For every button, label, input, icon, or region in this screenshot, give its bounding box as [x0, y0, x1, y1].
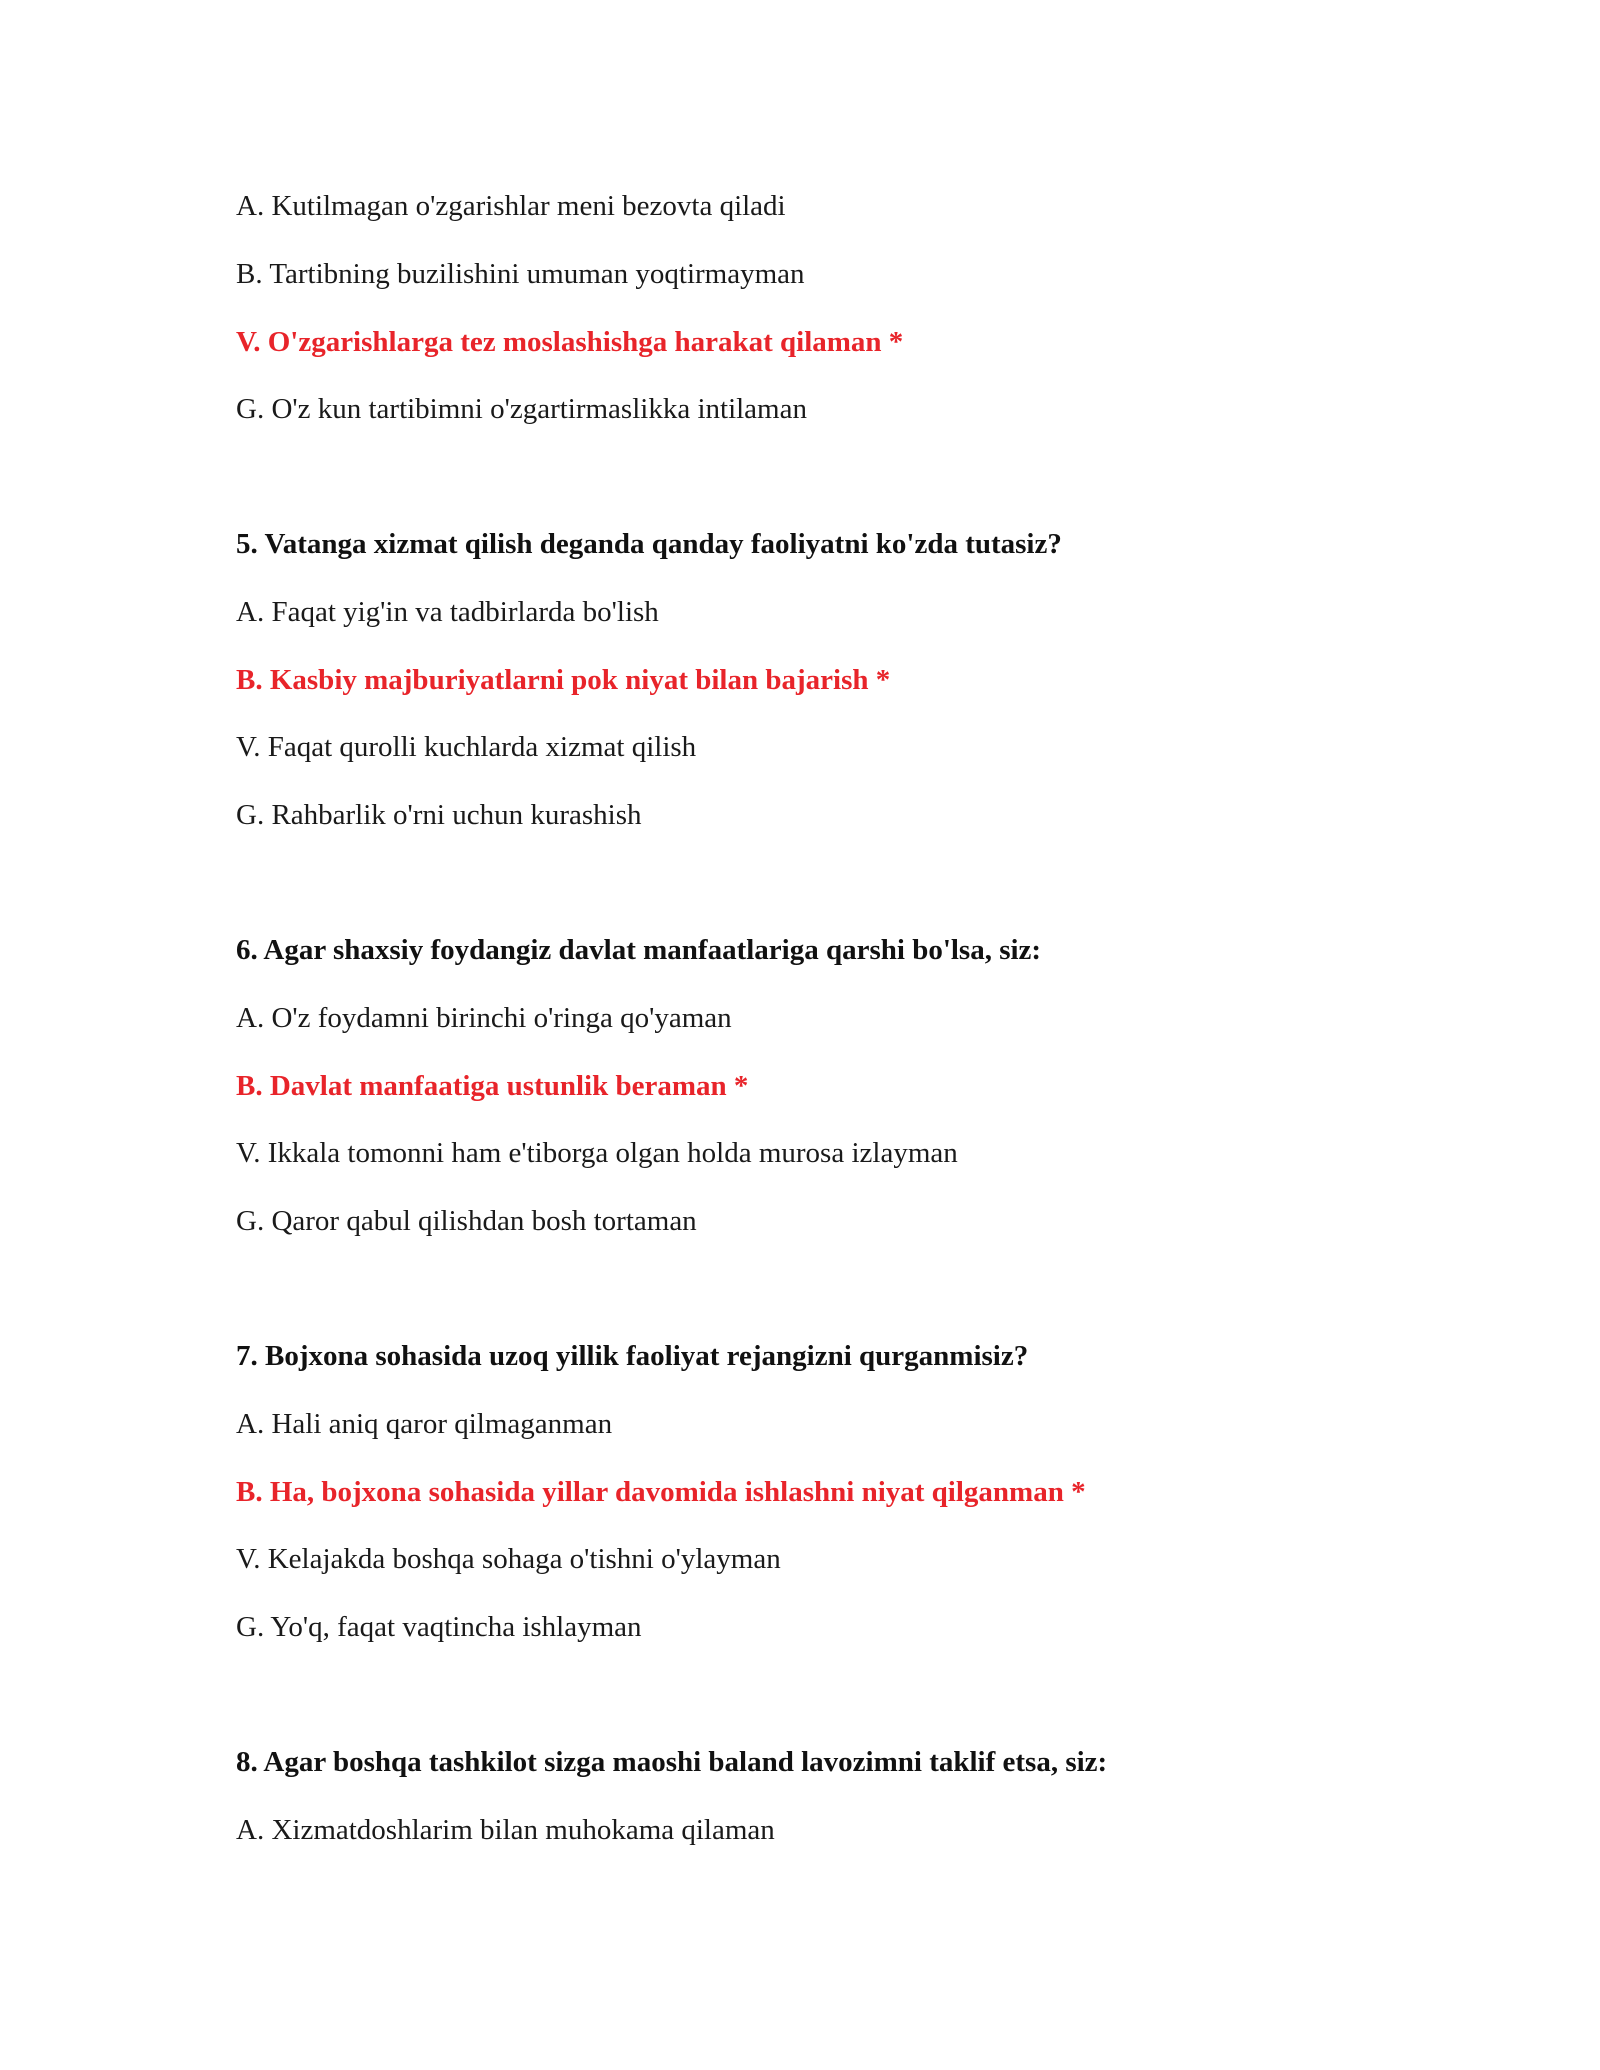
option-g: G. Yo'q, faqat vaqtincha ishlayman: [236, 1611, 642, 1643]
option-a: A. Faqat yig'in va tadbirlarda bo'lish: [236, 596, 659, 628]
correct-option: B. Davlat manfaatiga ustunlik beraman *: [236, 1070, 749, 1102]
option-a: A. O'z foydamni birinchi o'ringa qo'yaman: [236, 1002, 732, 1034]
option-v: V. Ikkala tomonni ham e'tiborga olgan holda murosa izlayman: [236, 1137, 958, 1169]
correct-option: B. Kasbiy majburiyatlarni pok niyat bilan bajarish *: [236, 664, 891, 696]
option-a: A. Xizmatdoshlarim bilan muhokama qilaman: [236, 1814, 775, 1846]
option-a: A. Kutilmagan o'zgarishlar meni bezovta qiladi: [236, 190, 786, 222]
correct-option: B. Ha, bojxona sohasida yillar davomida ishlashni niyat qilganman *: [236, 1476, 1086, 1508]
question-heading: 6. Agar shaxsiy foydangiz davlat manfaatlariga qarshi bo'lsa, siz:: [236, 934, 1042, 966]
question-heading: 7. Bojxona sohasida uzoq yillik faoliyat rejangizni qurganmisiz?: [236, 1340, 1029, 1372]
option-v: V. Kelajakda boshqa sohaga o'tishni o'ylayman: [236, 1543, 781, 1575]
option-g: G. Rahbarlik o'rni uchun kurashish: [236, 799, 642, 831]
option-a: A. Hali aniq qaror qilmaganman: [236, 1408, 613, 1440]
option-v: V. Faqat qurolli kuchlarda xizmat qilish: [236, 731, 697, 763]
correct-option: V. O'zgarishlarga tez moslashishga harakat qilaman *: [236, 326, 904, 358]
question-heading: 8. Agar boshqa tashkilot sizga maoshi baland lavozimni taklif etsa, siz:: [236, 1746, 1108, 1778]
option-b: B. Tartibning buzilishini umuman yoqtirmayman: [236, 258, 805, 290]
question-heading: 5. Vatanga xizmat qilish deganda qanday faoliyatni ko'zda tutasiz?: [236, 528, 1062, 560]
option-g: G. O'z kun tartibimni o'zgartirmaslikka intilaman: [236, 393, 807, 425]
option-g: G. Qaror qabul qilishdan bosh tortaman: [236, 1205, 697, 1237]
